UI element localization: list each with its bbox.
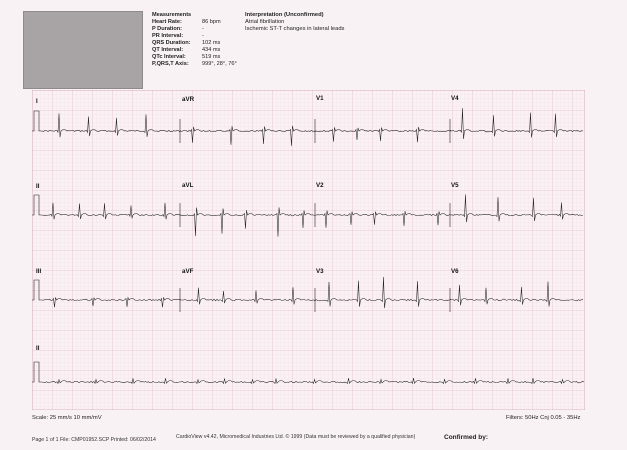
lead-label-V2: V2 — [316, 182, 324, 189]
lead-label-II: II — [36, 183, 40, 190]
interpretation-panel — [245, 12, 344, 34]
ecg-grid — [32, 90, 585, 410]
page-footer-info: Page 1 of 1 File: CMP01952.SCP Printed: 06/02/2014 — [32, 437, 156, 443]
lead-label-V6: V6 — [451, 268, 459, 275]
lead-label-III: III — [36, 268, 42, 275]
meas-value: 519 ms — [202, 54, 221, 60]
meas-label: P,QRS,T Axis: — [152, 61, 189, 67]
meas-label: Heart Rate: — [152, 19, 182, 25]
meas-value: - — [202, 26, 204, 32]
confirmed-by-label: Confirmed by: — [444, 434, 489, 441]
measurements-heading: Measurements — [152, 12, 192, 18]
lead-label-V1: V1 — [316, 95, 324, 102]
lead-label-V3: V3 — [316, 268, 324, 275]
lead-label-I: I — [36, 98, 38, 105]
lead-label-V5: V5 — [451, 182, 459, 189]
lead-label-II-rhythm: II — [36, 345, 40, 352]
interpretation-line: Atrial fibrillation — [245, 19, 285, 26]
meas-value: 86 bpm — [202, 19, 221, 25]
lead-label-V4: V4 — [451, 95, 459, 102]
meas-label: QT Interval: — [152, 47, 184, 53]
lead-label-aVR: aVR — [182, 96, 195, 103]
meas-value: 434 ms — [202, 47, 221, 53]
meas-label: QRS Duration: — [152, 40, 191, 46]
meas-value: 102 ms — [202, 40, 221, 46]
grid-background — [32, 90, 585, 410]
interpretation-line: Ischemic ST-T changes in lateral leads — [245, 26, 345, 33]
redacted-patient-info — [23, 11, 143, 89]
meas-value: 999°, 28°, 76° — [202, 61, 237, 67]
lead-label-aVF: aVF — [182, 268, 194, 275]
measurements-panel — [152, 12, 237, 68]
scale-label: Scale: 25 mm/s 10 mm/mV — [32, 415, 102, 421]
meas-label: PR Interval: — [152, 33, 184, 39]
filters-label: Filters: 50Hz Cnj 0.05 - 35Hz — [506, 415, 581, 421]
lead-label-aVL: aVL — [182, 182, 194, 189]
interpretation-heading: Interpretation (Unconfirmed) — [245, 12, 324, 18]
meas-label: QTc Interval: — [152, 54, 186, 60]
meas-label: P Duration: — [152, 26, 183, 32]
software-footer: CardioView v4.42, Micromedical Industries Ltd. © 1999 (Data must be reviewed by a qualified physician) — [176, 434, 416, 440]
meas-value: - — [202, 33, 204, 39]
